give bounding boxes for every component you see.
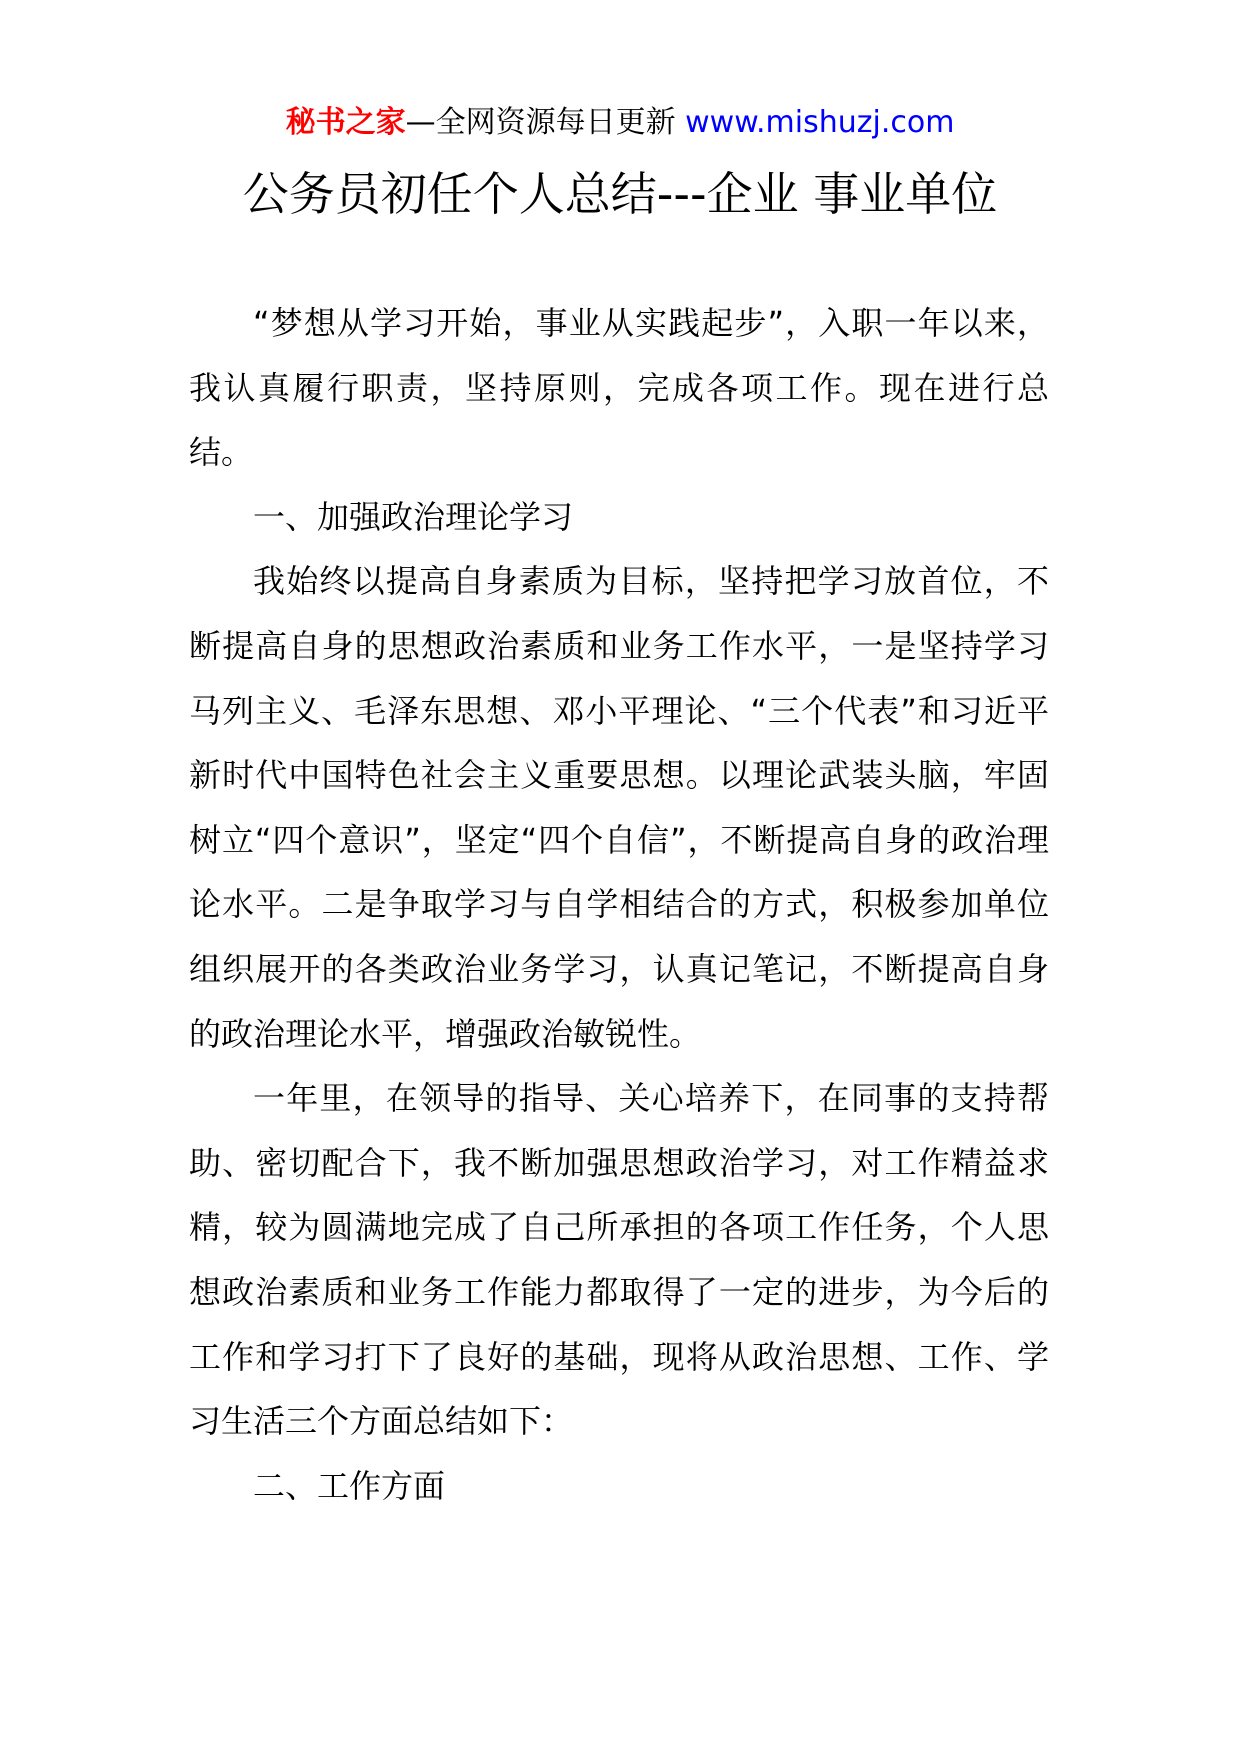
document-body: [189, 291, 1049, 1518]
header-slogan: —全网资源每日更新: [405, 105, 686, 140]
section-heading-political-study: 一、加强政治理论学习: [253, 497, 574, 536]
site-header: [0, 100, 1240, 146]
brand-name: 秘书之家: [285, 105, 406, 140]
site-url-link[interactable]: www.mishuzj.com: [685, 105, 955, 140]
section-heading-work: 二、工作方面: [253, 1466, 446, 1505]
document-title: 公务员初任个人总结---企业 事业单位: [242, 167, 998, 221]
year-review-paragraph: 一年里，在领导的指导、关心培养下，在同事的支持帮助、密切配合下，我不断加强思想政治学习，对工作精益求精，较为圆满地完成了自己所承担的各项工作任务，个人思想政治素质和业务工作能力都取得了一定的进步，为今后的工作和学习打下了良好的基础，现将从政治思想、工作、学习生活三个方面总结如下：: [189, 1079, 1049, 1441]
political-study-paragraph: 我始终以提高自身素质为目标，坚持把学习放首位，不断提高自身的思想政治素质和业务工作水平，一是坚持学习马列主义、毛泽东思想、邓小平理论、“三个代表”和习近平新时代中国特色社会主义重要思想。以理论武装头脑，牢固树立“四个意识”，坚定“四个自信”，不断提高自身的政治理论水平。二是争取学习与自学相结合的方式，积极参加单位组织展开的各类政治业务学习，认真记笔记，不断提高自身的政治理论水平，增强政治敏锐性。: [189, 562, 1049, 1053]
intro-paragraph: “梦想从学习开始，事业从实践起步”，入职一年以来，我认真履行职责，坚持原则，完成各项工作。现在进行总结。: [189, 304, 1049, 472]
